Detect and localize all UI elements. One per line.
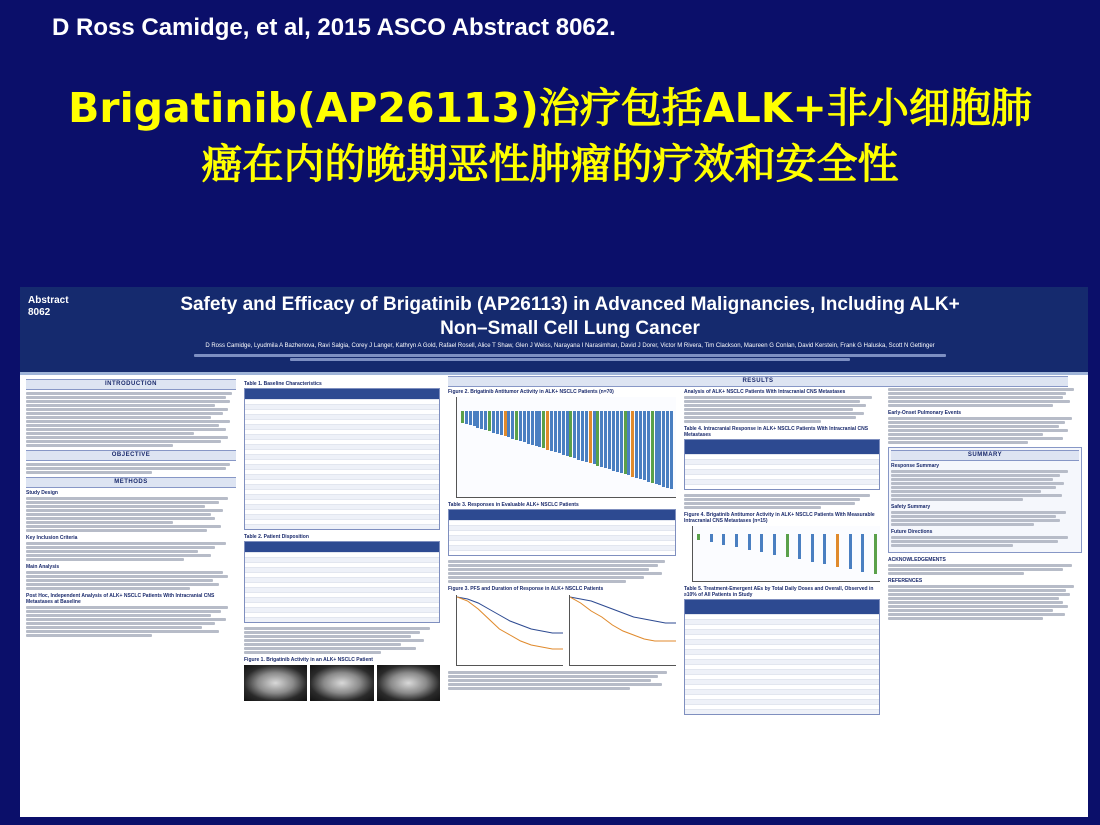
ct-scan-baseline bbox=[244, 665, 307, 701]
table-3 bbox=[448, 509, 676, 556]
table-4-title: Table 4. Intracranial Response in ALK+ NSCLC Patients With Intracranial CNS Metastases bbox=[684, 426, 869, 438]
cns-analysis-text bbox=[684, 396, 880, 423]
figure-2-title: Figure 2. Brigatinib Antitumor Activity in ALK+ NSCLC Patients (n=70) bbox=[448, 389, 614, 395]
subhead-safety-summary: Safety Summary bbox=[891, 504, 931, 510]
waterfall-bar bbox=[635, 411, 638, 478]
section-introduction: INTRODUCTION bbox=[26, 379, 236, 390]
poster-image bbox=[20, 287, 1088, 817]
waterfall-bar bbox=[608, 411, 611, 469]
poster-column-1 bbox=[26, 379, 236, 813]
subhead-key-inclusion: Key Inclusion Criteria bbox=[26, 535, 78, 541]
waterfall-bar bbox=[722, 534, 725, 545]
waterfall-bar bbox=[484, 411, 487, 430]
poster-column-2 bbox=[244, 379, 440, 813]
waterfall-bar bbox=[612, 411, 615, 471]
intracranial-text bbox=[684, 494, 880, 509]
waterfall-bar bbox=[523, 411, 526, 442]
table-1 bbox=[244, 388, 440, 530]
waterfall-bar bbox=[604, 411, 607, 468]
waterfall-bar bbox=[507, 411, 510, 437]
waterfall-bar bbox=[849, 534, 852, 569]
poster-title: Safety and Efficacy of Brigatinib (AP26113) in Advanced Malignancies, Including ALK+ Non–Small Cell Lung Cancer bbox=[180, 294, 960, 339]
waterfall-bar bbox=[670, 411, 673, 489]
waterfall-bar bbox=[589, 411, 592, 463]
table-5 bbox=[684, 599, 880, 715]
km-plot-pfs bbox=[456, 595, 563, 666]
waterfall-bar bbox=[639, 411, 642, 479]
slide-citation: D Ross Camidge, et al, 2015 ASCO Abstract 8062. bbox=[52, 14, 616, 41]
objective-text bbox=[26, 463, 236, 474]
waterfall-bar bbox=[748, 534, 751, 550]
safety-summary-text bbox=[891, 511, 1079, 526]
waterfall-bar bbox=[836, 534, 839, 567]
subhead-main-analysis: Main Analysis bbox=[26, 564, 60, 570]
response-summary-text bbox=[891, 470, 1079, 501]
section-objective: OBJECTIVE bbox=[26, 450, 236, 461]
poster-column-5 bbox=[888, 379, 1082, 813]
waterfall-bar bbox=[823, 534, 826, 564]
inclusion-text bbox=[26, 542, 236, 561]
abstract-label: Abstract 8062 bbox=[28, 295, 69, 318]
km-plot-duration bbox=[569, 595, 676, 666]
waterfall-bar bbox=[631, 411, 634, 477]
ct-scan-after-4-cycles bbox=[377, 665, 440, 701]
waterfall-bar bbox=[760, 534, 763, 552]
figure-4-waterfall bbox=[692, 526, 880, 582]
figure-4-title: Figure 4. Brigatinib Antitumor Activity in ALK+ NSCLC Patients With Measurable Intracranial CNS Metastases (n=15) bbox=[684, 512, 875, 524]
acknowledgements-text bbox=[888, 564, 1082, 575]
table-2-title: Table 2. Patient Disposition bbox=[244, 534, 309, 540]
waterfall-bar bbox=[562, 411, 565, 455]
early-onset-text bbox=[888, 417, 1082, 444]
safety-text bbox=[888, 388, 1082, 407]
summary-box bbox=[888, 447, 1082, 553]
study-design-text bbox=[26, 497, 236, 532]
subhead-response-summary: Response Summary bbox=[891, 463, 940, 469]
table-1-title: Table 1. Baseline Characteristics bbox=[244, 381, 322, 387]
slide-title: Brigatinib(AP26113)治疗包括ALK+非小细胞肺癌在内的晚期恶性肿瘤的疗效和安全性 bbox=[68, 84, 1032, 188]
waterfall-bar bbox=[710, 534, 713, 542]
waterfall-bar bbox=[573, 411, 576, 458]
poster-column-4 bbox=[684, 379, 880, 813]
figure-3-km-plots bbox=[448, 593, 676, 670]
waterfall-bar bbox=[546, 411, 549, 450]
main-analysis-text bbox=[26, 571, 236, 590]
waterfall-bar bbox=[627, 411, 630, 475]
waterfall-bar bbox=[469, 411, 472, 425]
poster-affiliations bbox=[170, 353, 970, 362]
waterfall-bar bbox=[500, 411, 503, 435]
section-acknowledgements: ACKNOWLEDGEMENTS bbox=[888, 557, 946, 563]
post-hoc-text bbox=[26, 606, 236, 637]
waterfall-bar bbox=[480, 411, 483, 429]
poster-authors: D Ross Camidge, Lyudmila A Bazhenova, Ravi Salgia, Corey J Langer, Kathryn A Gold, Rafael Rosell, Alice T Shaw, Glen J Weiss, Narayana I Narasimhan, David J Dorer, Victor M Rivera, Tim Clackson, Maureen G Conlan, David Kerstein, Frank G Haluska, Scott N Gettinger bbox=[205, 343, 935, 349]
waterfall-bar bbox=[531, 411, 534, 445]
waterfall-bar bbox=[811, 534, 814, 562]
km-curve-pfs bbox=[457, 595, 563, 665]
figure-2-waterfall bbox=[456, 397, 676, 498]
waterfall-bar bbox=[666, 411, 669, 488]
waterfall-bar bbox=[620, 411, 623, 473]
waterfall-bar bbox=[511, 411, 514, 439]
waterfall-bar bbox=[496, 411, 499, 434]
waterfall-bar bbox=[542, 411, 545, 448]
waterfall-bar bbox=[461, 411, 464, 423]
figure-1-ct-scans bbox=[244, 665, 440, 701]
waterfall-bar bbox=[476, 411, 479, 428]
introduction-text bbox=[26, 392, 236, 447]
subhead-analysis-cns: Analysis of ALK+ NSCLC Patients With Intracranial CNS Metastases bbox=[684, 389, 846, 395]
waterfall-bar bbox=[569, 411, 572, 457]
waterfall-bar bbox=[786, 534, 789, 557]
subhead-post-hoc: Post Hoc, Independent Analysis of ALK+ NSCLC Patients With Intracranial CNS Metastases at Baseline bbox=[26, 593, 215, 605]
subhead-future-directions: Future Directions bbox=[891, 529, 933, 535]
waterfall-bar bbox=[577, 411, 580, 460]
waterfall-bar bbox=[735, 534, 738, 547]
ct-scan-after-2-cycles bbox=[310, 665, 373, 701]
waterfall-bar bbox=[558, 411, 561, 453]
section-summary: SUMMARY bbox=[891, 450, 1079, 461]
waterfall-bar bbox=[874, 534, 877, 574]
waterfall-bar bbox=[773, 534, 776, 555]
section-methods: METHODS bbox=[26, 477, 236, 488]
waterfall-bar bbox=[538, 411, 541, 447]
waterfall-bar bbox=[527, 411, 530, 444]
waterfall-bar bbox=[861, 534, 864, 572]
km-curve-duration bbox=[570, 595, 676, 665]
waterfall-bar bbox=[465, 411, 468, 424]
waterfall-bar bbox=[492, 411, 495, 433]
subhead-early-onset: Early-Onset Pulmonary Events bbox=[888, 410, 962, 416]
waterfall-bar bbox=[651, 411, 654, 483]
figure-1-title: Figure 1. Brigatinib Activity in an ALK+ NSCLC Patient bbox=[244, 657, 373, 663]
waterfall-bar bbox=[515, 411, 518, 440]
waterfall-bar bbox=[581, 411, 584, 461]
table-5-title: Table 5. Treatment-Emergent AEs by Total Daily Doses and Overall, Observed in ≥10% of All Patients in Study bbox=[684, 586, 874, 598]
pfs-text bbox=[448, 671, 676, 690]
waterfall-bar bbox=[550, 411, 553, 451]
figure-3-title: Figure 3. PFS and Duration of Response in ALK+ NSCLC Patients bbox=[448, 586, 604, 592]
waterfall-bar bbox=[643, 411, 646, 480]
table-3-title: Table 3. Responses in Evaluable ALK+ NSCLC Patients bbox=[448, 502, 579, 508]
future-directions-text bbox=[891, 536, 1079, 547]
waterfall-bar bbox=[596, 411, 599, 466]
table-4 bbox=[684, 439, 880, 490]
section-results: RESULTS bbox=[448, 376, 1068, 387]
slide-header bbox=[0, 0, 1100, 282]
waterfall-bar bbox=[600, 411, 603, 467]
waterfall-bar bbox=[585, 411, 588, 462]
responses-text bbox=[448, 560, 676, 583]
waterfall-bar bbox=[697, 534, 700, 540]
waterfall-bar bbox=[647, 411, 650, 482]
waterfall-bar bbox=[662, 411, 665, 487]
subhead-study-design: Study Design bbox=[26, 490, 58, 496]
waterfall-bar bbox=[658, 411, 661, 485]
waterfall-bar bbox=[616, 411, 619, 472]
waterfall-bar bbox=[488, 411, 491, 431]
references-text bbox=[888, 585, 1082, 620]
waterfall-bar bbox=[798, 534, 801, 559]
disposition-text bbox=[244, 627, 440, 654]
table-2 bbox=[244, 541, 440, 623]
waterfall-bar bbox=[554, 411, 557, 452]
poster-header bbox=[20, 287, 1088, 375]
section-references: REFERENCES bbox=[888, 578, 923, 584]
waterfall-bar bbox=[519, 411, 522, 441]
